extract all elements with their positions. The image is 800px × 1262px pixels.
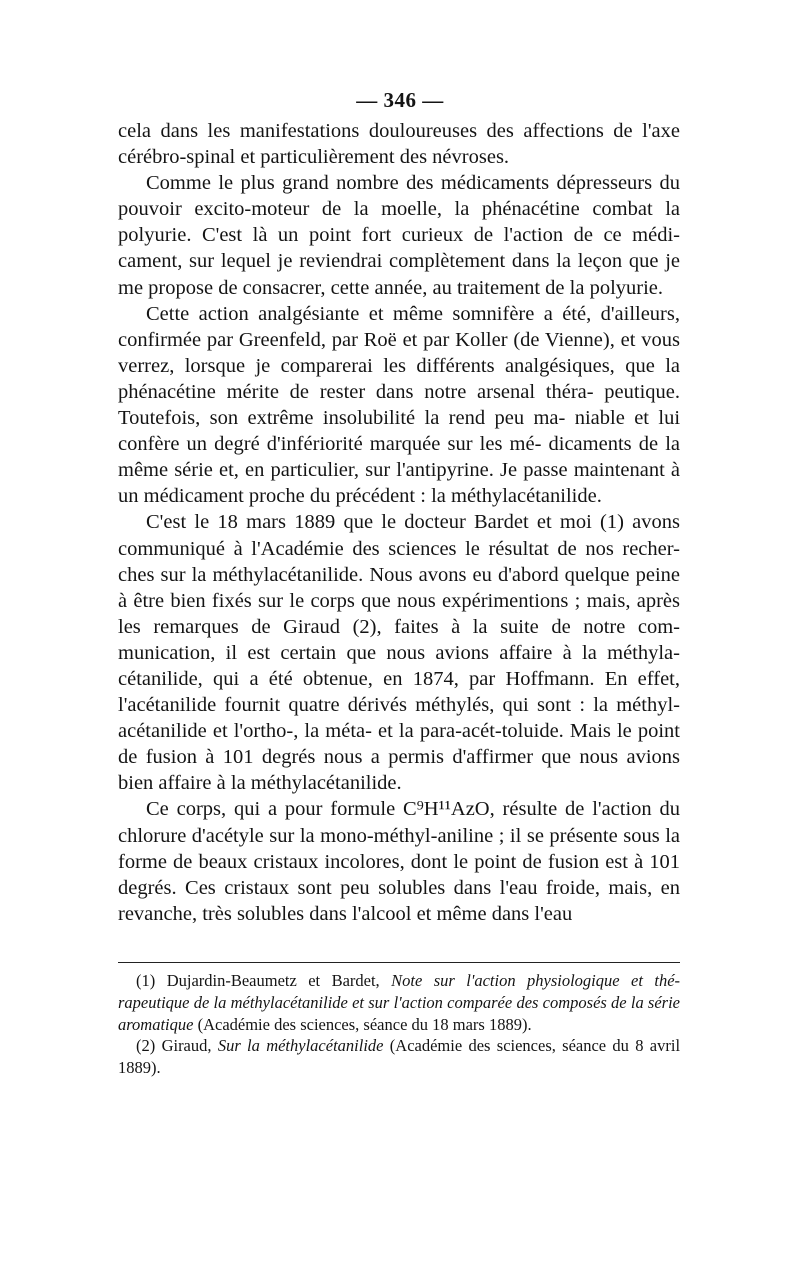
text-line: Cette action analgésiante et même somnifère a été, d'ailleurs, [146,302,680,325]
text-line: chlorure d'acétyle sur la mono-méthyl-aniline ; il se présente sous [118,824,660,847]
text-line: acétanilide et l'ortho-, la méta- et la para-acét-toluide. Mais le [118,720,632,743]
footnote-title: Note sur l'action physiologique et thé-rapeutique de la méthylacétanilide et sur l'action comparée des composés de la série aromatique [118,971,681,1034]
text-line: vous verrez, lorsque je comparerai les différents analgésiques, [118,328,680,377]
text-line: méthylacétanilide. [451,485,602,508]
text-line: niable et lui confère un degré d'infériorité marquée sur les mé- [118,407,681,456]
text-line: polyurie. [589,276,664,299]
text-line: après les remarques de Giraud (2), faites à la suite de notre com- [118,589,681,638]
text-line: l'acétanilide fournit quatre dérivés méthylés, qui sont : la méthyl- [118,694,680,717]
text-line: cétanilide, qui a été obtenue, en 1874, par Hoffmann. En effet, [118,667,680,690]
text-line: confirmée par Greenfeld, par Roë et par Koller (de Vienne), et [118,328,636,351]
footnote-authors: Dujardin-Beaumetz et Bardet, [166,971,380,990]
footnote [118,970,680,1035]
text-line: que la phénacétine mérite de rester dans notre arsenal théra- [118,354,680,403]
paragraph [118,796,680,926]
footnote-authors: Giraud, [161,1036,212,1056]
text-line: communiqué à l'Académie des sciences le résultat de nos recher- [118,537,680,560]
text-line: peutique. Toutefois, son extrême insolubilité la rend peu ma- [118,380,680,430]
text-line: point de fusion à 101 degrés nous a permis d'affirmer que nous [118,720,681,769]
footnotes [118,970,680,1079]
paragraph [118,170,680,300]
footnote-marker: (2) [136,1036,156,1056]
body-text [118,118,680,927]
footnote-marker: (1) [136,971,156,990]
paragraph [118,118,680,170]
footnote [118,1035,680,1079]
text-line: munication, il est certain que nous avions affaire à la méthyla- [118,641,680,664]
text-line: Comme le plus grand nombre des médicaments dépresseurs [146,172,653,195]
text-line: du pouvoir excito-moteur de la moelle, la phénacétine combat la [118,172,681,221]
footnote-source: (Académie des sciences, séance du 8 avril 1889). [118,1036,681,1078]
footnote-title: Sur la méthylacétanilide [217,1036,384,1056]
text-line: cérébro-spinal et particulièrement des névroses. [118,146,510,169]
footnote-source: (Académie des sciences, séance du 18 mars 1889). [197,1014,532,1034]
text-line: C'est le 18 mars 1889 que le docteur Bardet et moi (1) avons [146,511,680,534]
text-line: cela dans les manifestations douloureuses des affections de l'axe [118,120,680,142]
text-line: Ce corps, qui a pour formule C⁹H¹¹AzO, résulte de l'action du [146,798,680,821]
text-line: Je passe maintenant à un médicament proche du précédent : la [118,459,680,508]
text-line: à 101 degrés. Ces cristaux sont peu solubles dans l'eau froide, [118,850,680,899]
text-line: dicaments de la même série et, en particulier, sur l'antipyrine. [118,433,680,482]
text-line: avions bien affaire à la méthylacétanilide. [118,746,681,795]
page-number: — 346 — [356,88,444,112]
text-line: peine à être bien fixés sur le corps que nous expérimentions ; mais, [118,563,680,612]
paragraph [118,509,680,796]
text-line: mais, en revanche, très solubles dans l'alcool et même dans l'eau [118,876,680,925]
text-line: ches sur la méthylacétanilide. Nous avons eu d'abord quelque [118,563,630,586]
footnote-divider [118,962,680,963]
text-line: la forme de beaux cristaux incolores, dont le point de fusion est [118,824,680,873]
text-line: cament, sur lequel je reviendrai complètement dans la leçon que [118,250,659,273]
text-line: je me propose de consacrer, cette année, au traitement de la [118,250,681,299]
text-line: polyurie. C'est là un point fort curieux de l'action de ce médi- [118,224,680,247]
paragraph [118,301,680,510]
